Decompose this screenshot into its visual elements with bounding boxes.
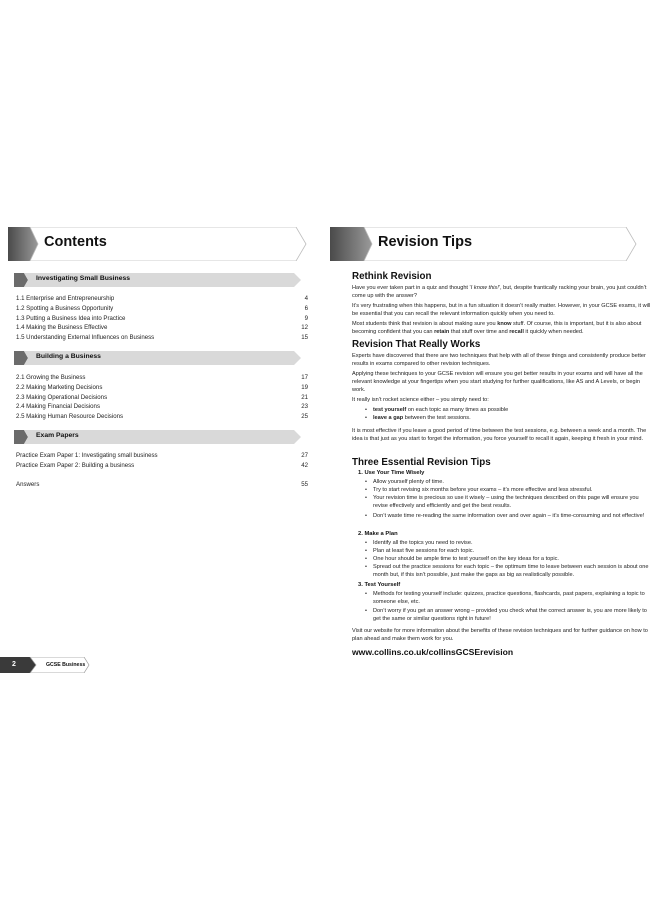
bullet-icon: • <box>365 479 367 485</box>
tip-title: 3. Test Yourself <box>358 582 401 588</box>
toc-row[interactable]: 2.3 Making Operational Decisions 21 <box>16 394 308 404</box>
bullet-item: • Don’t waste time re-reading the same information over and over again – it’s time-consuming and not effective! <box>365 513 645 519</box>
section-header-building <box>14 351 302 365</box>
toc-row[interactable]: 1.2 Spotting a Business Opportunity 6 <box>16 305 308 315</box>
bullet-item: • test yourself on each topic as many times as possible <box>365 407 509 413</box>
banner-shape <box>330 227 638 261</box>
section-title: Investigating Small Business <box>36 275 131 282</box>
section-title: Exam Papers <box>36 432 79 439</box>
toc-row-answers[interactable]: Answers 55 <box>16 481 308 491</box>
heading-three-essential-tips: Three Essential Revision Tips <box>352 457 491 468</box>
paragraph: It’s very frustrating when this happens, but in a fun situation it doesn’t really matter. However, in your GCSE exams, it will be essential that you can recall the relevant information quickly when you need to. <box>352 303 651 317</box>
revision-tips-banner <box>330 227 638 261</box>
contents-page <box>0 0 328 904</box>
revision-tips-page <box>330 0 660 904</box>
page-title: Revision Tips <box>378 234 473 250</box>
toc-row[interactable]: 2.1 Growing the Business 17 <box>16 374 308 384</box>
page-number: 12 <box>301 324 308 332</box>
tip-title: 1. Use Your Time Wisely <box>358 470 425 476</box>
footer-title: GCSE Business <box>46 662 86 668</box>
page-number: 42 <box>301 461 308 469</box>
toc-row[interactable]: 1.5 Understanding External Influences on Business 15 <box>16 334 308 344</box>
page-number: 19 <box>301 383 308 391</box>
bullet-icon: • <box>365 608 367 614</box>
toc-list-exam-papers <box>16 452 308 472</box>
bullet-item: • Don’t worry if you get an answer wrong – provided you check what the correct answer is, you are more likely to get the same or similar questions right in future! <box>365 608 647 622</box>
page-footer <box>0 657 90 673</box>
page-number: 55 <box>301 481 308 488</box>
paragraph: Most students think that revision is about making sure you know stuff. Of course, this is important, but it is also about becoming confident that you can retain that stuff over time and recall it quickly when needed. <box>352 321 642 335</box>
page-number: 15 <box>301 334 308 342</box>
page-number: 27 <box>301 452 308 459</box>
contents-banner <box>8 227 308 261</box>
toc-row[interactable]: 1.3 Putting a Business Idea into Practice 9 <box>16 315 308 325</box>
bullet-icon: • <box>365 415 367 421</box>
tip-title: 2. Make a Plan <box>358 531 398 537</box>
bullet-icon: • <box>365 556 367 562</box>
bullet-icon: • <box>365 407 367 413</box>
bullet-item: • Methods for testing yourself include: quizzes, practice questions, flashcards, past papers, explaining a topic to someone else, etc. <box>365 591 645 605</box>
bullet-item: • Try to start revising six months before your exams – it’s more effective and less stressful. <box>365 487 593 493</box>
bullet-icon: • <box>365 548 367 554</box>
section-header-exam-papers <box>14 430 302 444</box>
toc-row[interactable]: Practice Exam Paper 1: Investigating small business 27 <box>16 452 308 462</box>
page-number: 21 <box>301 393 308 401</box>
toc-row[interactable]: 1.4 Making the Business Effective 12 <box>16 324 308 334</box>
toc-list-answers <box>16 481 308 491</box>
bullet-item: • leave a gap between the test sessions. <box>365 415 471 421</box>
website-link[interactable]: www.collins.co.uk/collinsGCSErevision <box>352 647 514 657</box>
section-header-investigating <box>14 273 302 287</box>
page-number: 25 <box>301 413 308 421</box>
page-number: 17 <box>301 374 308 381</box>
footer-page-number: 2 <box>12 661 16 668</box>
paragraph: It is most effective if you leave a good period of time between the test sessions, e.g. between a week and a month. The idea is that just as you start to forget the information, you force yourself to recall it again, keeping it fresh in your mind. <box>352 428 647 442</box>
toc-row[interactable]: 1.1 Enterprise and Entrepreneurship 4 <box>16 295 308 305</box>
bullet-item: • One hour should be ample time to test yourself on the key ideas for a topic. <box>365 556 559 562</box>
toc-row[interactable]: 2.4 Making Financial Decisions 23 <box>16 403 308 413</box>
toc-row[interactable]: 2.2 Making Marketing Decisions 19 <box>16 384 308 394</box>
toc-list-investigating <box>16 295 308 344</box>
bullet-item: • Plan at least five sessions for each topic. <box>365 548 475 554</box>
page-number: 9 <box>304 314 308 322</box>
paragraph: Applying these techniques to your GCSE revision will ensure you get better results in your exams and will have all the relevant knowledge at your fingertips when you start studying for further qualifications, like AS and A Levels, or begin work. <box>352 371 643 393</box>
section-title: Building a Business <box>36 353 101 360</box>
heading-revision-that-works: Revision That Really Works <box>352 339 481 350</box>
page-number: 4 <box>304 295 308 302</box>
paragraph: It really isn’t rocket science either – you simply need to: <box>352 397 489 403</box>
toc-list-building <box>16 374 308 423</box>
bullet-item: • Spread out the practice sessions for each topic – the optimum time to leave between each session is about one month but, if this isn’t possible, just make the gaps as big as realistically possible. <box>365 564 649 578</box>
page-title: Contents <box>44 234 107 250</box>
bullet-item: • Allow yourself plenty of time. <box>365 479 444 485</box>
bullet-item: • Identify all the topics you need to revise. <box>365 540 473 546</box>
bullet-icon: • <box>365 540 367 546</box>
bullet-icon: • <box>365 591 367 597</box>
paragraph: Have you ever taken part in a quiz and thought ‘I know this!’, but, despite frantically racking your brain, you just couldn’t come up with the answer? <box>352 285 647 299</box>
toc-row[interactable]: Practice Exam Paper 2: Building a business 42 <box>16 462 308 472</box>
paragraph: Experts have discovered that there are two techniques that help with all of these things and consistently produce better results in exams compared to other revision techniques. <box>352 353 646 367</box>
toc-row[interactable]: 2.5 Making Human Resource Decisions 25 <box>16 413 308 423</box>
bullet-icon: • <box>365 513 367 519</box>
closing-paragraph: Visit our website for more information about the benefits of these revision techniques and for further guidance on how to plan ahead and make them work for you. <box>352 628 648 642</box>
bullet-icon: • <box>365 495 367 501</box>
bullet-icon: • <box>365 564 367 570</box>
page-number: 23 <box>301 403 308 411</box>
page-number: 6 <box>304 304 308 312</box>
bullet-item: • Your revision time is precious so use it wisely – using the techniques described on this page will ensure you revise effectively and efficiently and get the best results. <box>365 495 639 509</box>
bullet-icon: • <box>365 487 367 493</box>
heading-rethink-revision: Rethink Revision <box>352 271 432 282</box>
